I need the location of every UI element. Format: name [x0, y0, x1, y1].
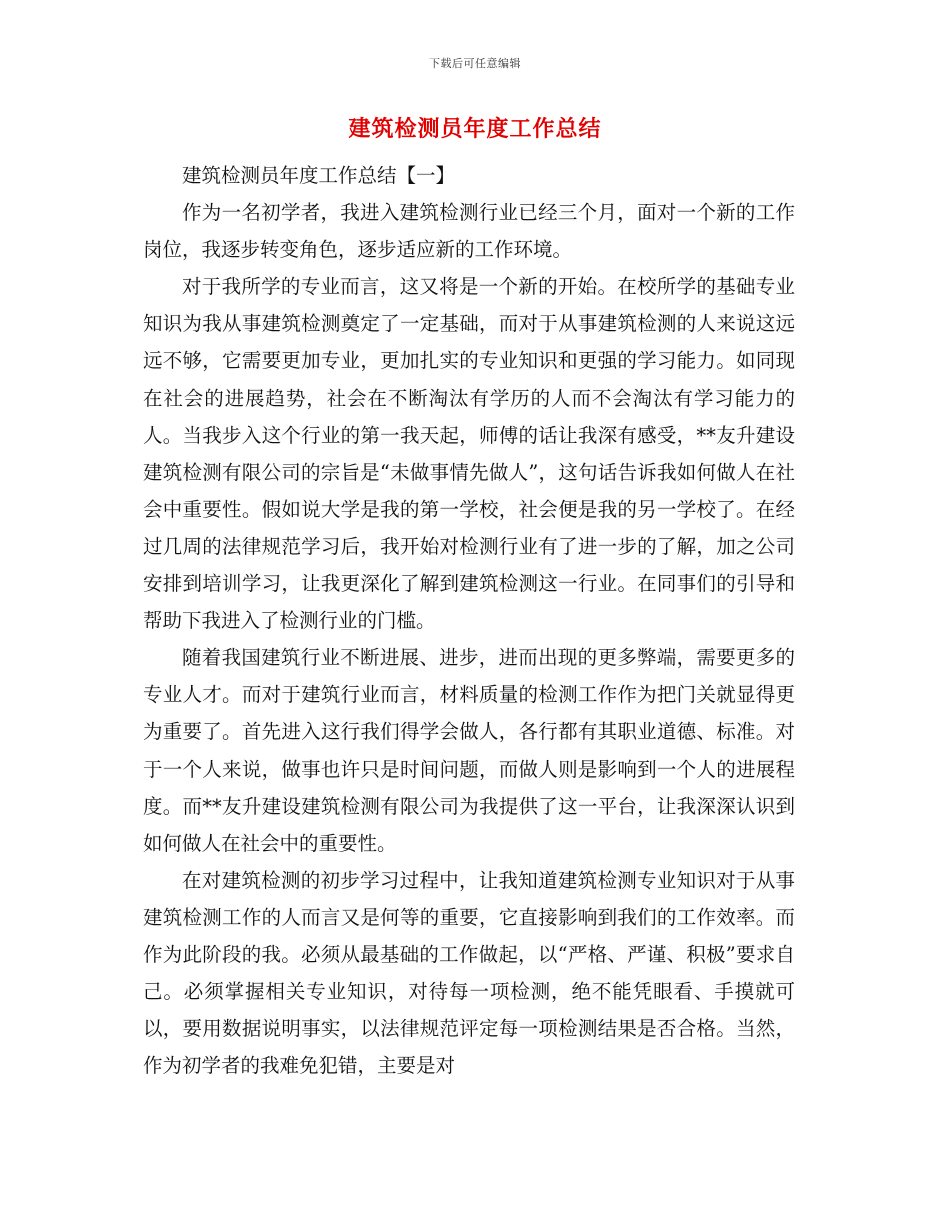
paragraph-3: 随着我国建筑行业不断进展、进步，进而出现的更多弊端，需要更多的专业人才。而对于建筑行业而言，材料质量的检测工作作为把门关就显得更为重要了。首先进入这行我们得学会做人，各行都有其职业道德、标准。对于一个人来说，做事也许只是时间问题，而做人则是影响到一个人的进展程度。而**友升建设建筑检测有限公司为我提供了这一平台，让我深深认识到如何做人在社会中的重要性。	[143, 646, 795, 855]
paragraph-4: 在对建筑检测的初步学习过程中，让我知道建筑检测专业知识对于从事建筑检测工作的人而言又是何等的重要，它直接影响到我们的工作效率。而作为此阶段的我。必须从最基础的工作做起，以“严格、严谨、积极”要求自己。必须掌握相关专业知识，对待每一项检测，绝不能凭眼看、手摸就可以，要用数据说明事实，以法律规范评定每一项检测结果是否合格。当然，作为初学者的我难免犯错，主要是对	[143, 868, 795, 1078]
document-title: 建筑检测员年度工作总结	[348, 117, 602, 142]
paragraph-2: 对于我所学的专业而言，这又将是一个新的开始。在校所学的基础专业知识为我从事建筑检测奠定了一定基础，而对于从事建筑检测的人来说这远远不够，它需要更加专业，更加扎实的专业知识和更强的学习能力。如同现在社会的进展趋势，社会在不断淘汰有学历的人而不会淘汰有学习能力的人。当我步入这个行业的第一我天起，师傅的话让我深有感受，**友升建设建筑检测有限公司的宗旨是“未做事情先做人”，这句话告诉我如何做人在社会中重要性。假如说大学是我的第一学校，社会便是我的另一学校了。在经过几周的法律规范学习后，我开始对检测行业有了进一步的了解，加之公司安排到培训学习，让我更深化了解到建筑检测这一行业。在同事们的引导和帮助下我进入了检测行业的门槛。	[143, 275, 795, 633]
paragraph-1: 作为一名初学者，我进入建筑检测行业已经三个月，面对一个新的工作岗位，我逐步转变角色，逐步适应新的工作环境。	[143, 201, 795, 262]
header-note: 下载后可任意编辑	[429, 57, 521, 70]
section-heading: 建筑检测员年度工作总结【一】	[182, 164, 456, 187]
document-body	[143, 157, 795, 1084]
